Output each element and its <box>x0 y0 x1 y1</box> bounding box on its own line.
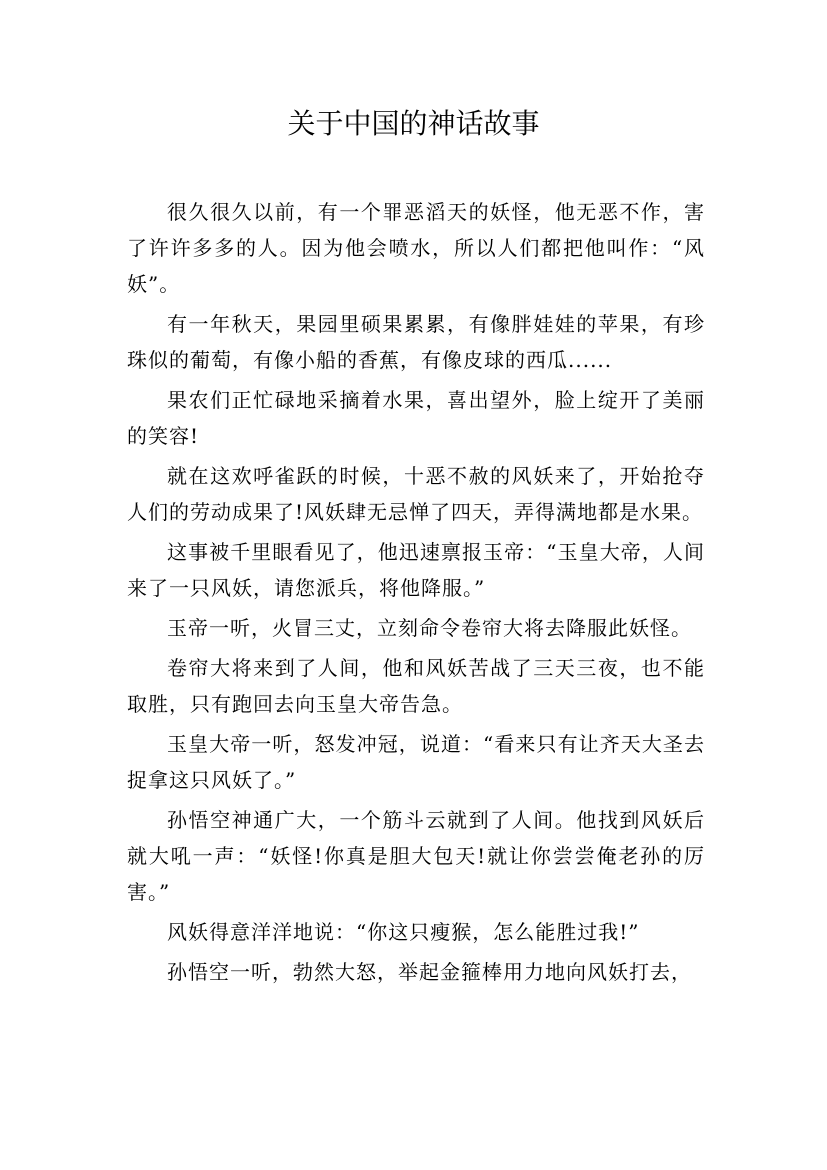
paragraph: 孙悟空神通广大，一个筋斗云就到了人间。他找到风妖后就大吼一声：“妖怪!你真是胆大包天!就让你尝尝俺老孙的厉害。” <box>127 808 705 904</box>
paragraph: 有一年秋天，果园里硕果累累，有像胖娃娃的苹果，有珍珠似的葡萄，有像小船的香蕉，有像皮球的西瓜...... <box>127 312 705 372</box>
paragraph: 很久很久以前，有一个罪恶滔天的妖怪，他无恶不作，害了许许多多的人。因为他会喷水，所以人们都把他叫作：“风妖”。 <box>127 200 705 296</box>
paragraph: 这事被千里眼看见了，他迅速禀报玉帝：“玉皇大帝，人间来了一只风妖，请您派兵，将他降服。” <box>127 540 705 600</box>
paragraph: 玉帝一听，火冒三丈，立刻命令卷帘大将去降服此妖怪。 <box>167 616 692 640</box>
paragraph: 果农们正忙碌地采摘着水果，喜出望外，脸上绽开了美丽的笑容! <box>127 388 705 448</box>
paragraph: 风妖得意洋洋地说：“你这只瘦猴，怎么能胜过我!” <box>167 920 640 944</box>
paragraph: 玉皇大帝一听，怒发冲冠，说道：“看来只有让齐天大圣去捉拿这只风妖了。” <box>127 732 705 792</box>
paragraph: 孙悟空一听，勃然大怒，举起金箍棒用力地向风妖打去， <box>167 960 692 984</box>
paragraph: 卷帘大将来到了人间，他和风妖苦战了三天三夜，也不能取胜，只有跑回去向玉皇大帝告急。 <box>127 656 705 716</box>
paragraph: 就在这欢呼雀跃的时候，十恶不赦的风妖来了，开始抢夺人们的劳动成果了!风妖肆无忌惮了四天，弄得满地都是水果。 <box>127 464 705 524</box>
document-body <box>127 194 705 994</box>
document-title: 关于中国的神话故事 <box>287 107 540 140</box>
